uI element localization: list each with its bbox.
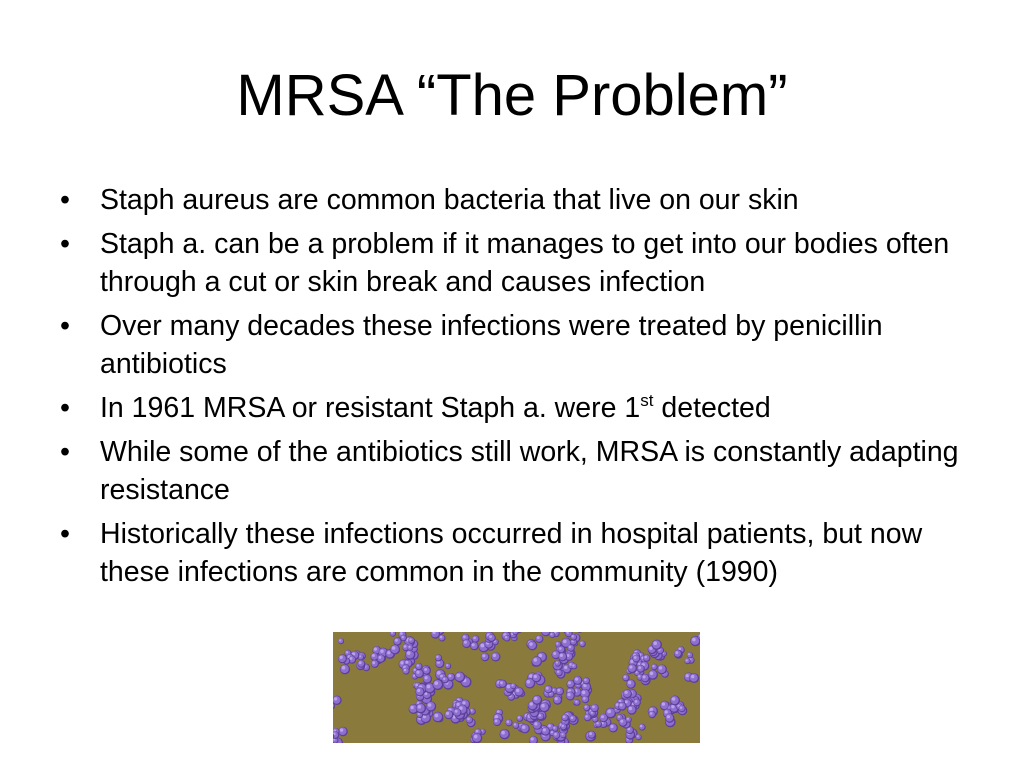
bacterium-cell-highlight: [607, 710, 611, 714]
bacterium-cell-highlight: [652, 665, 654, 667]
bacterium-cell-highlight: [462, 701, 465, 704]
bacterium-cell-highlight: [557, 689, 560, 692]
bacterium-cell-highlight: [625, 700, 628, 703]
bacterium-cell-highlight: [374, 648, 377, 651]
bacterium-cell-highlight: [638, 666, 641, 669]
bacterium-cell-highlight: [618, 716, 620, 718]
bacterium-cell-highlight: [592, 706, 595, 709]
bacterium-cell-highlight: [650, 672, 654, 676]
bullet-dot: •: [60, 518, 70, 550]
bullet-item: [60, 389, 980, 427]
bullet-text-after-superscript: detected: [653, 392, 771, 424]
bacterium-cell-highlight: [550, 633, 552, 635]
bacterium-cell-highlight: [596, 722, 598, 724]
bullet-item: [60, 307, 980, 383]
bacterium-cell-highlight: [610, 725, 613, 728]
bacterium-cell-highlight: [555, 697, 558, 700]
bacterium-cell-highlight: [624, 676, 627, 679]
bacterium-cell-highlight: [584, 679, 586, 681]
bullet-text: Historically these infections occurred in hospital patients, but now these infections are common in the community (1990): [100, 518, 923, 588]
bullet-dot: •: [60, 184, 70, 216]
bacterium-cell-highlight: [417, 689, 420, 692]
bacterium-cell-highlight: [379, 656, 382, 659]
bacterium-cell-highlight: [380, 650, 383, 653]
bacterium-cell-highlight: [400, 632, 403, 635]
bacterium-cell-highlight: [507, 720, 510, 723]
bacterium-cell-highlight: [446, 664, 448, 666]
bacterium-cell-highlight: [680, 707, 682, 709]
bacterium-cell-highlight: [501, 731, 505, 735]
bacterium-cell-highlight: [585, 715, 588, 718]
bacterium-cell-highlight: [339, 639, 341, 641]
bacterium-cell-highlight: [530, 702, 533, 705]
bacterium-cell-highlight: [672, 697, 676, 701]
bacterium-cell-highlight: [350, 657, 353, 660]
bacterium-cell-highlight: [548, 724, 551, 727]
bacterium-cell-highlight: [665, 710, 668, 713]
bacterium-cell-highlight: [667, 715, 670, 718]
bullet-dot: •: [60, 228, 70, 260]
bacterium-cell-highlight: [440, 636, 442, 638]
bacterium-cell-highlight: [473, 637, 476, 640]
bacterium-cell-highlight: [569, 646, 572, 649]
bacterium-cell-highlight: [470, 709, 472, 711]
bacterium-cell-highlight: [531, 737, 534, 740]
bacterium-cell-highlight: [359, 661, 362, 664]
bacterium-cell-highlight: [435, 714, 439, 718]
bacterium-cell-highlight: [413, 675, 415, 677]
bacterium-cell-highlight: [561, 733, 563, 735]
bacterium-cell-highlight: [372, 654, 375, 657]
bacterium-cell-highlight: [563, 640, 567, 644]
bacterium-cell-highlight: [653, 641, 657, 645]
bacterium-cell-highlight: [527, 680, 531, 684]
bacterium-cell-highlight: [688, 653, 690, 655]
bacterium-cell-highlight: [472, 643, 475, 646]
bacterium-cell-highlight: [534, 697, 537, 700]
bacterium-cell-highlight: [342, 666, 346, 670]
bacterium-cell-highlight: [625, 691, 628, 694]
slide-title: MRSA “The Problem”: [236, 63, 788, 128]
bacterium-cell-highlight: [568, 681, 571, 684]
bacterium-cell-highlight: [554, 733, 557, 736]
bacterium-cell-highlight: [537, 636, 540, 639]
bacterium-cell-highlight: [416, 671, 419, 674]
bacterium-cell-highlight: [551, 731, 553, 733]
bacterium-cell-highlight: [601, 715, 604, 718]
bacterium-cell-highlight: [591, 712, 593, 714]
bacterium-cell-highlight: [562, 725, 564, 727]
bacterium-cell-highlight: [500, 681, 503, 684]
bullet-dot: •: [60, 436, 70, 468]
bacterium-cell-highlight: [659, 666, 662, 669]
bacterium-cell-highlight: [541, 704, 545, 708]
bacterium-cell-highlight: [686, 674, 689, 677]
bacterium-cell-highlight: [440, 675, 443, 678]
bacterium-cell-highlight: [493, 654, 496, 657]
bacterium-cell-highlight: [446, 712, 449, 715]
bullet-item: [60, 181, 980, 219]
bacterium-cell-highlight: [463, 635, 466, 638]
bacterium-cell-highlight: [334, 697, 337, 700]
bacterium-cell-highlight: [464, 641, 467, 644]
bacterium-cell-highlight: [629, 707, 632, 710]
bacterium-cell-highlight: [692, 638, 696, 642]
bacterium-cell-highlight: [580, 642, 582, 644]
bacterium-cell-highlight: [691, 675, 694, 678]
bacterium-cell-highlight: [340, 656, 343, 659]
bacterium-cell-highlight: [635, 700, 638, 703]
bacterium-cell-highlight: [482, 654, 485, 657]
bullet-dot: •: [60, 310, 70, 342]
bacterium-cell-highlight: [395, 639, 398, 642]
bacterium-cell-highlight: [407, 651, 411, 655]
bacterium-cell-highlight: [507, 685, 511, 689]
bacterium-cell-highlight: [582, 691, 586, 695]
bacterium-cell-highlight: [404, 669, 406, 671]
bacterium-cell-highlight: [480, 644, 484, 648]
bacterium-cell-highlight: [514, 723, 516, 725]
bacterium-cell-highlight: [634, 656, 637, 659]
bacterium-cell-highlight: [522, 726, 525, 729]
bacterium-cell-highlight: [572, 664, 574, 666]
bacterium-cell-highlight: [372, 661, 375, 664]
bacterium-cell-highlight: [476, 730, 479, 733]
bacteria-micrograph-image: [333, 632, 700, 743]
bacterium-cell-highlight: [638, 663, 640, 665]
bacterium-cell-highlight: [425, 676, 428, 679]
bacterium-cell-highlight: [392, 646, 396, 650]
bacterium-cell-highlight: [405, 661, 408, 664]
bacterium-cell-highlight: [518, 716, 520, 718]
bacterium-cell-highlight: [534, 658, 538, 662]
bacterium-cell-highlight: [638, 675, 640, 677]
bacterium-cell-highlight: [553, 727, 555, 729]
bullet-text: Staph a. can be a problem if it manages to get into our bodies often through a cut or skin break and causes infection: [100, 228, 950, 298]
bacterium-cell-highlight: [559, 647, 562, 650]
bacterium-cell-highlight: [564, 666, 567, 669]
bacterium-cell-highlight: [415, 684, 418, 687]
bacterium-cell-highlight: [686, 659, 688, 661]
bacterium-cell-highlight: [546, 687, 549, 690]
bacterium-cell-highlight: [427, 685, 431, 689]
bacterium-cell-highlight: [583, 697, 586, 700]
bacterium-cell-highlight: [387, 651, 390, 654]
bacterium-cell-highlight: [467, 718, 470, 721]
bacterium-cell-highlight: [643, 675, 646, 678]
bacterium-cell-highlight: [457, 703, 460, 706]
bullet-item: [60, 225, 980, 301]
bacterium-cell-highlight: [346, 651, 348, 653]
bacterium-cell-highlight: [534, 722, 537, 725]
bullet-text: Staph aureus are common bacteria that live on our skin: [100, 184, 799, 216]
bacterium-cell-highlight: [400, 661, 403, 664]
bullet-text: [100, 392, 771, 424]
bacterium-cell-highlight: [575, 678, 578, 681]
bacterium-cell-highlight: [443, 678, 445, 680]
bacterium-cell-highlight: [679, 648, 682, 651]
bacterium-cell-highlight: [340, 728, 343, 731]
bacterium-cell-highlight: [418, 705, 422, 709]
bullet-list: [60, 181, 980, 597]
bacterium-cell-highlight: [455, 710, 458, 713]
bacterium-cell-highlight: [627, 718, 629, 720]
bacterium-cell-highlight: [428, 703, 432, 707]
bacterium-cell-highlight: [474, 735, 478, 739]
bacterium-cell-highlight: [662, 702, 665, 705]
bacterium-cell-highlight: [567, 693, 570, 696]
bacterium-cell-highlight: [534, 675, 537, 678]
bullet-item: [60, 515, 980, 591]
bacterium-cell-highlight: [414, 669, 416, 671]
bacterium-cell-highlight: [539, 714, 542, 717]
bacterium-cell-highlight: [495, 715, 499, 719]
bacterium-cell-highlight: [589, 732, 592, 735]
bacterium-cell-highlight: [563, 715, 566, 718]
bacterium-cell-highlight: [529, 642, 532, 645]
bacterium-cell-highlight: [571, 716, 574, 719]
bacterium-cell-highlight: [640, 725, 642, 727]
bullet-item: [60, 433, 980, 509]
bacterium-cell-highlight: [410, 706, 413, 709]
bullet-text-before-superscript: In 1961 MRSA or resistant Staph a. were 1: [100, 392, 641, 424]
bullet-text: Over many decades these infections were treated by penicillin antibiotics: [100, 310, 883, 380]
bacterium-cell-highlight: [512, 684, 514, 686]
bacterium-cell-highlight: [629, 666, 632, 669]
bacterium-cell-highlight: [553, 652, 556, 655]
bacterium-cell-highlight: [637, 735, 639, 737]
bacterium-cell-highlight: [620, 720, 623, 723]
bacterium-cell-highlight: [409, 638, 411, 640]
bacterium-cell-highlight: [650, 712, 653, 715]
bacterium-cell-highlight: [404, 645, 407, 648]
bacterium-cell-highlight: [449, 675, 452, 678]
bullet-dot: •: [60, 392, 70, 424]
bacterium-cell-highlight: [560, 654, 563, 657]
bacterium-cell-highlight: [456, 674, 460, 678]
bacterium-cell-highlight: [556, 661, 558, 663]
bacterium-cell-highlight: [572, 635, 574, 637]
bacterium-cell-highlight: [575, 701, 577, 703]
bacterium-cell-highlight: [644, 656, 647, 659]
bacterium-cell-highlight: [424, 668, 427, 671]
bacterium-cell-highlight: [516, 689, 519, 692]
bacterium-cell-highlight: [505, 636, 507, 638]
bacterium-cell-highlight: [556, 642, 558, 644]
bacterium-cell-highlight: [436, 656, 438, 658]
bacterium-cell-highlight: [675, 651, 678, 654]
bacterium-cell-highlight: [408, 646, 410, 648]
ordinal-superscript: st: [640, 391, 654, 410]
bacterium-cell-highlight: [557, 671, 559, 673]
bacterium-cell-highlight: [434, 681, 438, 685]
bacterium-cell-highlight: [417, 664, 419, 666]
bullet-text: While some of the antibiotics still work, MRSA is constantly adapting resistance: [100, 436, 959, 506]
bacterium-cell-highlight: [628, 681, 631, 684]
bacterium-cell-highlight: [497, 710, 500, 713]
bacterium-cell-highlight: [620, 704, 623, 707]
bacterium-cell-highlight: [489, 635, 492, 638]
bacterium-cell-highlight: [495, 720, 498, 723]
bacterium-cell-highlight: [437, 671, 441, 675]
bacterium-cell-highlight: [402, 636, 404, 638]
bacterium-cell-highlight: [649, 647, 652, 650]
bacterium-cell-highlight: [585, 706, 587, 708]
bacterium-cell-highlight: [543, 728, 546, 731]
